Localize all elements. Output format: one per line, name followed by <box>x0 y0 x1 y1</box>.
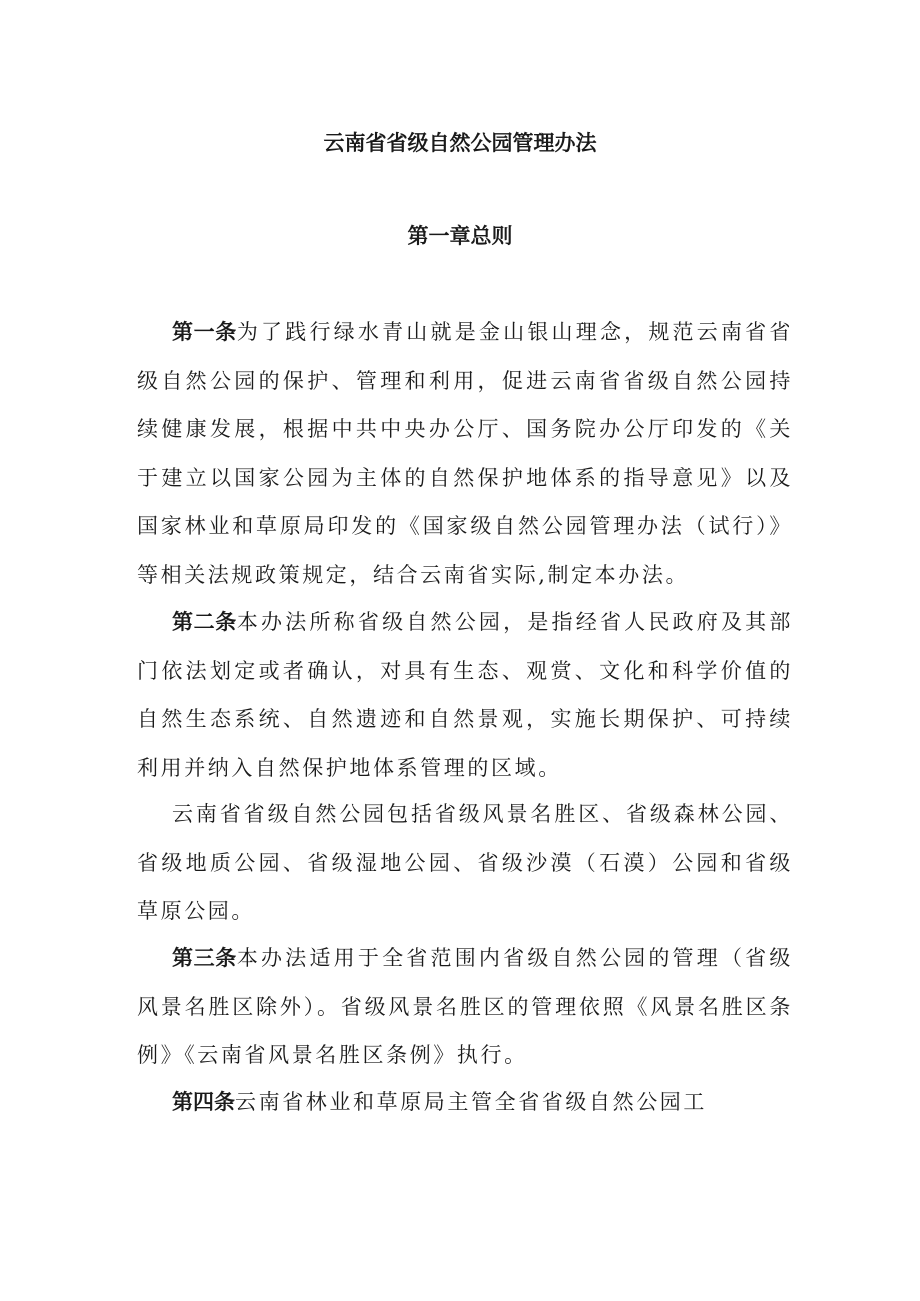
document-title: 云南省省级自然公园管理办法 <box>323 131 597 155</box>
article-1-label: 第一条 <box>172 320 237 344</box>
article-1-text: 为了践行绿水青山就是金山银山理念，规范云南省省级自然公园的保护、管理和利用，促进云南省省级自然公园持续健康发展，根据中共中央办公厅、国务院办公厅印发的《关于建立以国家公园为主体的自然保护地体系的指导意见》以及国家林业和草原局印发的《国家级自然公园管理办法（试行）》等相关法规政策规定，结合云南省实际,制定本办法。 <box>137 320 793 587</box>
article-2-continuation-text: 云南省省级自然公园包括省级风景名胜区、省级森林公园、省级地质公园、省级湿地公园、省级沙漠（石漠）公园和省级草原公园。 <box>137 802 793 923</box>
article-4-text: 云南省林业和草原局主管全省省级自然公园工 <box>235 1090 707 1114</box>
article-3-text: 本办法适用于全省范围内省级自然公园的管理（省级风景名胜区除外）。省级风景名胜区的管理依照《风景名胜区条例》《云南省风景名胜区条例》执行。 <box>137 946 793 1067</box>
article-3-paragraph <box>137 934 793 1080</box>
article-2-paragraph <box>137 598 793 792</box>
chapter-heading: 第一章总则 <box>407 224 513 248</box>
article-3-label: 第三条 <box>172 946 237 970</box>
article-1-paragraph <box>137 308 793 599</box>
article-4-paragraph <box>137 1078 793 1127</box>
article-2-continuation-paragraph <box>137 790 793 936</box>
article-4-label: 第四条 <box>172 1090 235 1114</box>
article-2-label: 第二条 <box>172 610 237 634</box>
article-2-text: 本办法所称省级自然公园，是指经省人民政府及其部门依法划定或者确认，对具有生态、观赏、文化和科学价值的自然生态系统、自然遗迹和自然景观，实施长期保护、可持续利用并纳入自然保护地体系管理的区域。 <box>137 610 793 780</box>
